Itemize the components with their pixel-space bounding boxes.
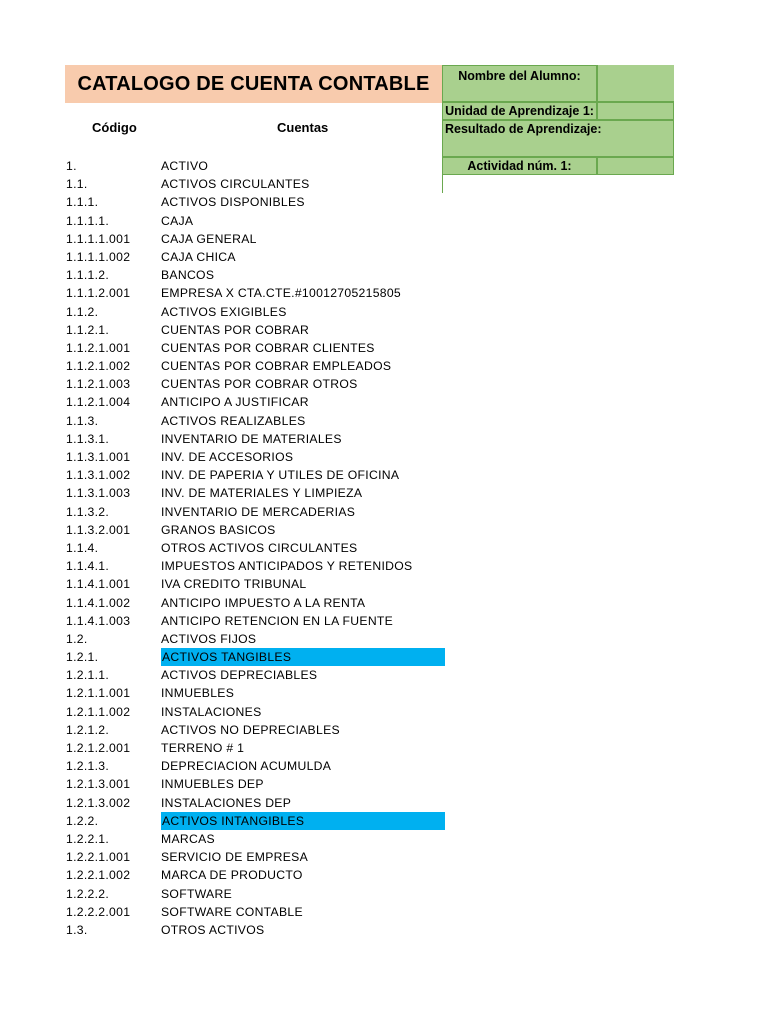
account-name: CAJA GENERAL [161,231,257,246]
account-row [65,484,445,502]
activity-field[interactable] [597,157,674,175]
account-code: 1.2.1.1. [66,668,110,683]
account-row [65,575,445,593]
account-code: 1.1.3.1.003 [66,486,131,501]
account-code: 1.1.2.1. [66,322,110,337]
account-code: 1.2.2.1.002 [66,868,131,883]
account-name: INVENTARIO DE MATERIALES [161,431,342,446]
learning-unit-row [442,102,674,120]
account-name: INV. DE ACCESORIOS [161,450,294,464]
account-code: 1.1.3.1. [66,431,110,446]
account-row [65,230,445,248]
account-row [65,321,445,339]
account-code: 1.1.4. [66,540,99,555]
account-row [65,594,445,612]
account-code: 1.2.2. [66,813,99,828]
account-row [65,885,445,903]
account-name: OTROS ACTIVOS CIRCULANTES [161,540,358,555]
account-name: INVENTARIO DE MERCADERIAS [161,504,356,519]
account-code: 1.1.3.2. [66,504,110,519]
account-row [65,612,445,630]
account-row [65,412,445,430]
learning-unit-field[interactable] [597,102,674,120]
account-row [65,284,445,302]
account-row [65,830,445,848]
account-code: 1.1.4.1.002 [66,595,131,610]
catalog-title: CATALOGO DE CUENTA CONTABLE [65,65,442,103]
account-row [65,794,445,812]
student-name-label: Nombre del Alumno: [442,65,597,102]
account-code: 1.1.3.1.002 [66,468,131,483]
account-row [65,175,445,193]
account-name: IVA CREDITO TRIBUNAL [161,577,307,592]
account-code: 1.1.1.1.002 [66,249,131,264]
account-code: 1.2.1.1.001 [66,686,131,701]
account-code: 1.1.4.1. [66,559,110,574]
account-code: 1.2.1.3.002 [66,795,131,810]
account-code: 1.1.1.1. [66,213,110,228]
account-name: INSTALACIONES [161,704,262,719]
account-code: 1.1.1.2. [66,268,110,283]
account-row [65,157,445,175]
account-row [65,757,445,775]
account-code: 1.2.1.3.001 [66,777,131,792]
account-name: CUENTAS POR COBRAR EMPLEADOS [161,359,392,374]
account-row [65,212,445,230]
accounts-list [65,157,445,939]
account-code: 1.2.1.3. [66,759,110,774]
account-name: ACTIVOS CIRCULANTES [161,177,310,192]
account-column-header: Cuentas [277,120,329,135]
account-row [65,848,445,866]
account-row [65,666,445,684]
account-name: IMPUESTOS ANTICIPADOS Y RETENIDOS [161,559,413,574]
account-name: CUENTAS POR COBRAR CLIENTES [161,340,375,355]
account-name: CUENTAS POR COBRAR OTROS [161,377,358,392]
account-name: TERRENO # 1 [161,741,245,755]
account-row [65,375,445,393]
account-name: INSTALACIONES DEP [161,795,292,810]
account-row [65,393,445,411]
account-row [65,557,445,575]
account-row [65,248,445,266]
account-name: CAJA [161,213,194,228]
account-code: 1.2.1.2. [66,722,110,737]
account-code: 1.1. [66,177,88,192]
account-name: ACTIVOS TANGIBLES [161,648,445,666]
account-code: 1.2.1.1.002 [66,704,131,719]
account-row [65,503,445,521]
account-row [65,430,445,448]
account-row [65,921,445,939]
account-name: INV. DE PAPERIA Y UTILES DE OFICINA [161,468,400,483]
account-row [65,812,445,830]
account-row [65,648,445,666]
activity-row [442,157,674,175]
account-name: ANTICIPO A JUSTIFICAR [161,395,309,410]
account-name: ACTIVOS REALIZABLES [161,413,306,428]
account-name: MARCAS [161,831,215,846]
account-code: 1.1.1.1.001 [66,231,131,246]
account-row [65,775,445,793]
account-code: 1.1.3. [66,413,99,428]
account-name: DEPRECIACION ACUMULDA [161,759,332,774]
account-code: 1.3. [66,922,88,937]
account-code: 1.2.2.1. [66,831,110,846]
account-row [65,448,445,466]
account-row [65,684,445,702]
account-row [65,357,445,375]
student-name-field[interactable] [597,65,674,102]
account-name: CUENTAS POR COBRAR [161,322,310,337]
account-name: ACTIVOS EXIGIBLES [161,304,287,319]
account-name: ACTIVOS INTANGIBLES [161,812,445,830]
account-code: 1.2.1. [66,650,99,665]
account-name: ACTIVOS NO DEPRECIABLES [161,722,340,737]
learning-unit-label: Unidad de Aprendizaje 1: [442,102,597,120]
account-code: 1.1.4.1.003 [66,613,131,628]
account-code: 1.1.3.2.001 [66,522,131,537]
account-name: INV. DE MATERIALES Y LIMPIEZA [161,486,363,501]
account-code: 1.2. [66,631,88,646]
account-row [65,721,445,739]
student-name-row [442,65,674,102]
account-code: 1.1.2.1.004 [66,395,131,410]
account-code: 1.1.1.2.001 [66,286,131,301]
student-info-panel [442,65,674,193]
activity-label: Actividad núm. 1: [442,157,597,175]
account-code: 1.1.4.1.001 [66,577,131,592]
account-name: OTROS ACTIVOS [161,922,265,937]
account-name: ANTICIPO RETENCION EN LA FUENTE [161,613,394,628]
account-code: 1.1.2.1.003 [66,377,131,392]
account-row [65,521,445,539]
account-code: 1.1.2.1.001 [66,340,131,355]
account-code: 1.2.2.1.001 [66,850,131,865]
account-row [65,466,445,484]
account-name: SERVICIO DE EMPRESA [161,850,309,865]
account-code: 1.1.2.1.002 [66,359,131,374]
account-name: ACTIVOS DEPRECIABLES [161,668,318,683]
account-code: 1.1.3.1.001 [66,450,131,464]
account-row [65,193,445,211]
account-name: EMPRESA X CTA.CTE.#10012705215805 [161,286,402,301]
code-column-header: Código [92,120,137,135]
account-name: ACTIVOS FIJOS [161,631,257,646]
account-row [65,739,445,757]
account-name: BANCOS [161,268,215,283]
account-name: MARCA DE PRODUCTO [161,868,303,883]
account-name: ACTIVO [161,159,209,173]
account-name: SOFTWARE [161,886,233,901]
account-name: GRANOS BASICOS [161,522,276,537]
account-code: 1. [66,159,77,173]
account-row [65,303,445,321]
account-code: 1.1.1. [66,195,99,210]
learning-result-label: Resultado de Aprendizaje: [442,120,674,157]
account-name: INMUEBLES [161,686,235,701]
learning-result-row [442,120,674,157]
account-row [65,703,445,721]
account-row [65,266,445,284]
account-name: SOFTWARE CONTABLE [161,904,303,919]
account-name: INMUEBLES DEP [161,777,264,792]
account-code: 1.2.1.2.001 [66,741,131,755]
account-row [65,339,445,357]
account-code: 1.2.2.2. [66,886,110,901]
account-row [65,539,445,557]
account-name: CAJA CHICA [161,249,236,264]
account-row [65,866,445,884]
account-name: ANTICIPO IMPUESTO A LA RENTA [161,595,366,610]
account-code: 1.2.2.2.001 [66,904,131,919]
account-row [65,903,445,921]
account-row [65,630,445,648]
account-name: ACTIVOS DISPONIBLES [161,195,305,210]
account-code: 1.1.2. [66,304,99,319]
